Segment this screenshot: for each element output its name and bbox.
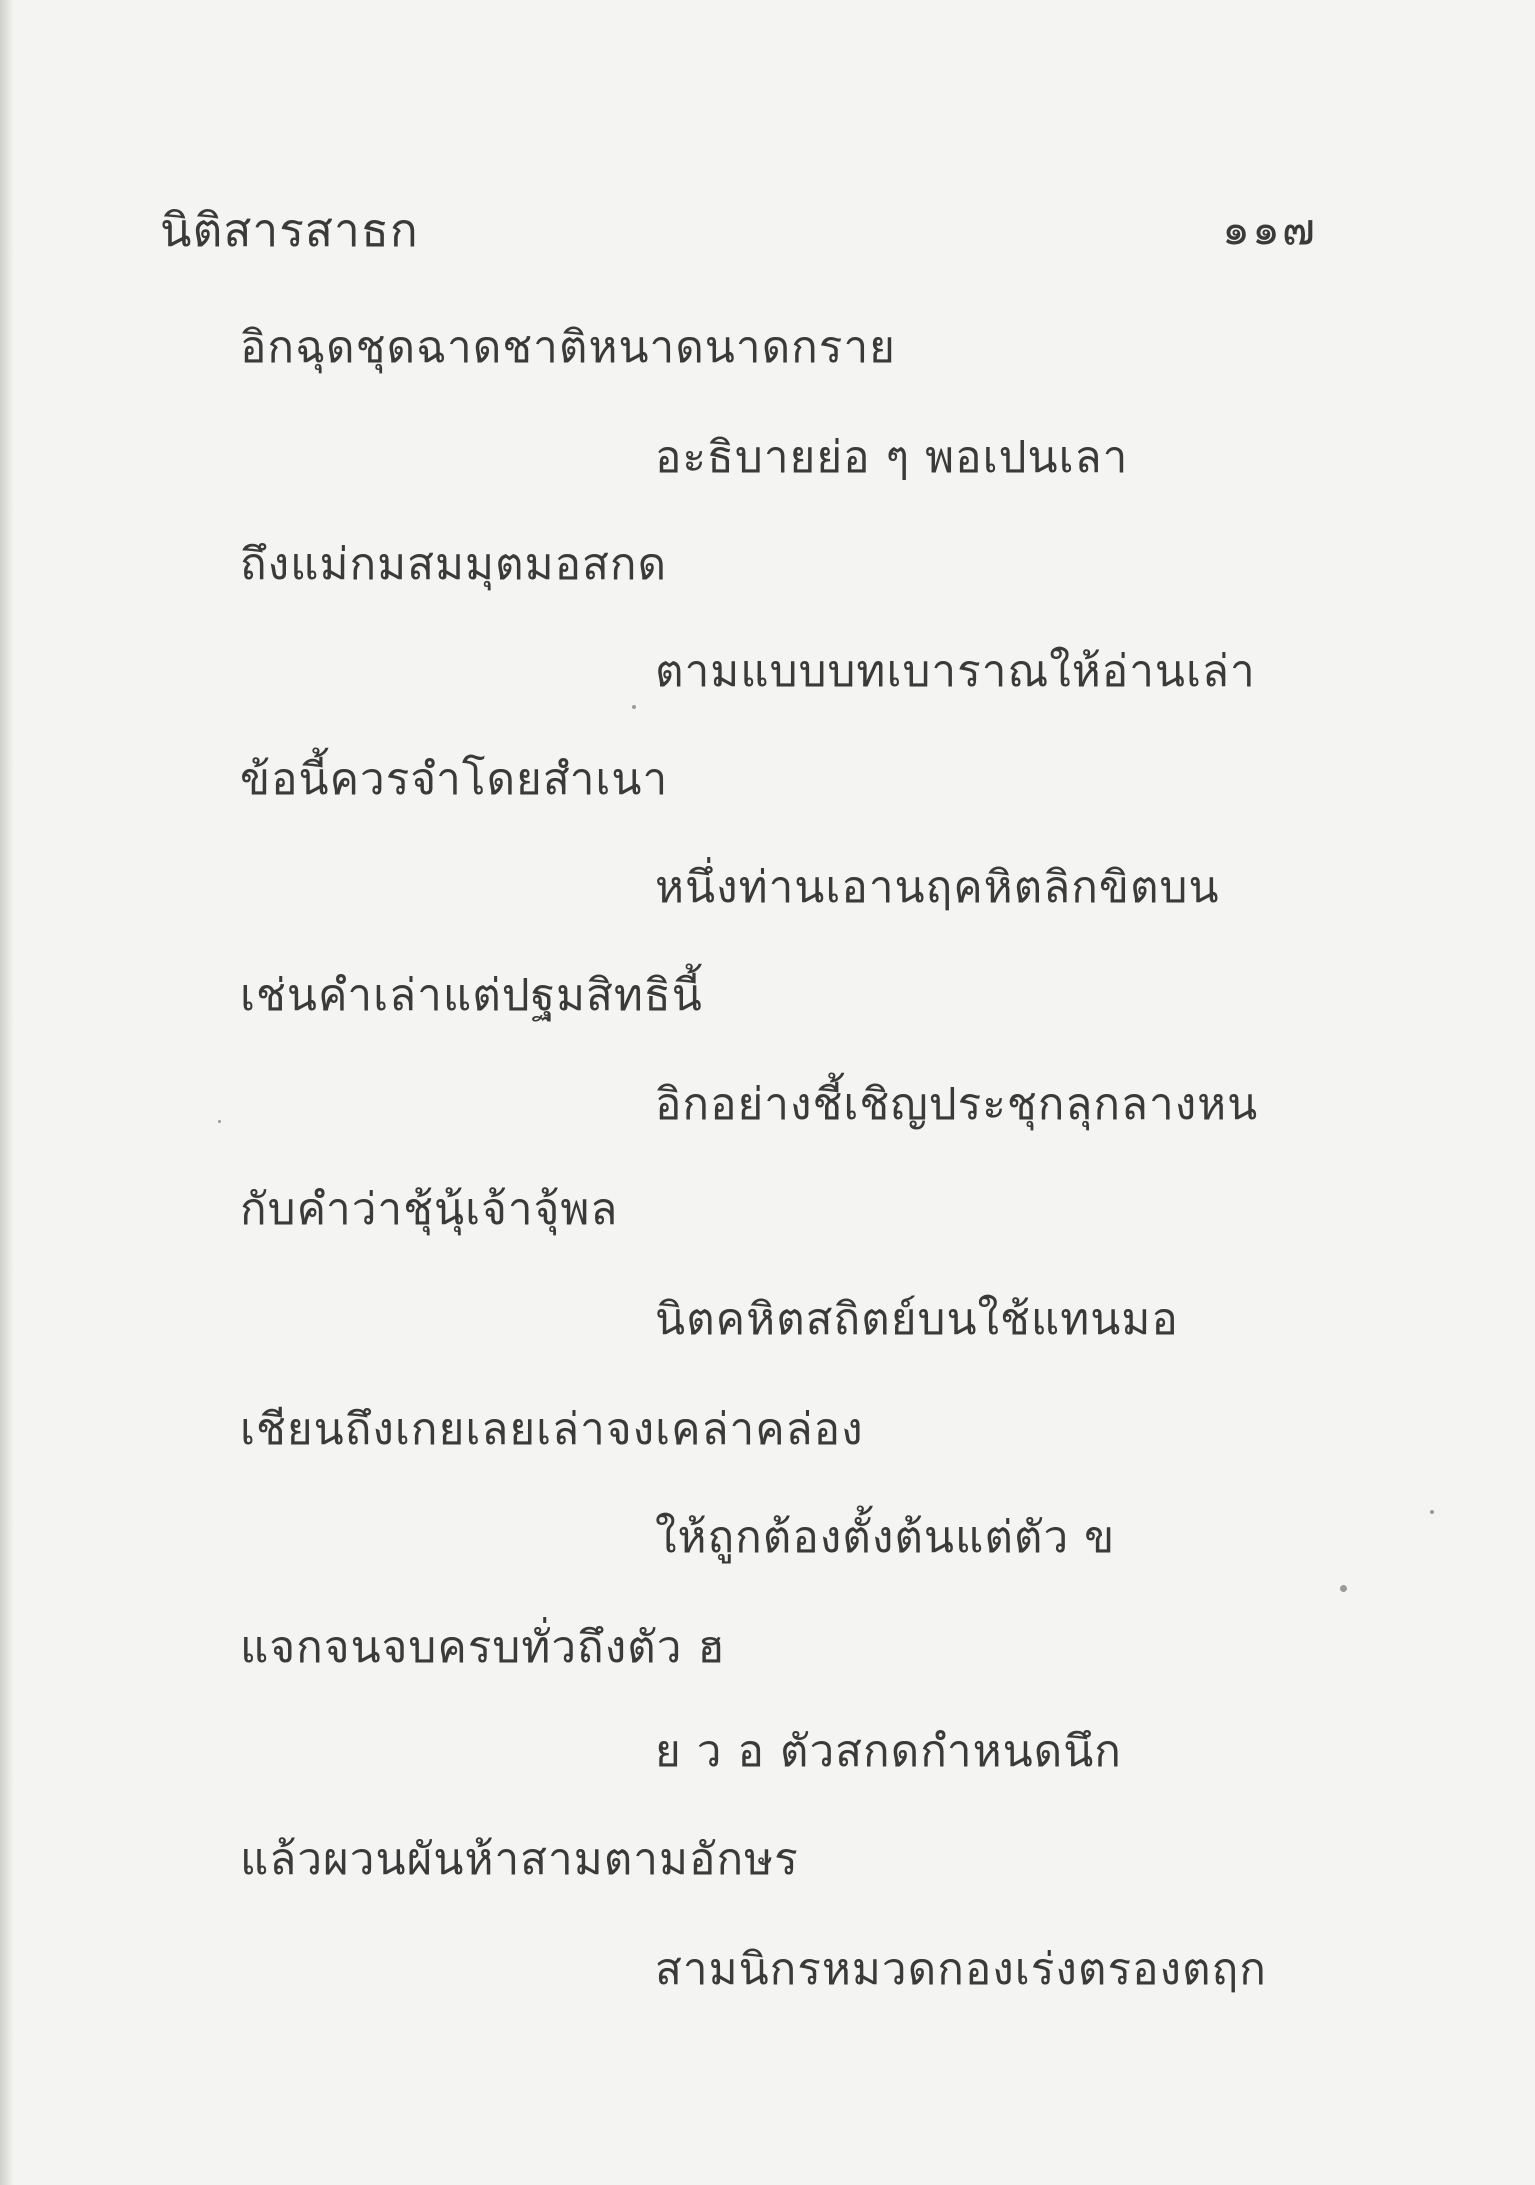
verse-line: ถึงแม่กมสมมุตมอสกด — [240, 539, 668, 590]
verse-line: เชียนถึงเกยเลยเล่าจงเคล่าคล่อง — [240, 1404, 864, 1455]
paper-speck — [1340, 1585, 1347, 1592]
verse-line: ข้อนี้ควรจำโดยสำเนา — [240, 754, 669, 805]
running-head-title: นิติสารสาธก — [160, 203, 419, 257]
verse-line: อะธิบายย่อ ๆ พอเปนเลา — [655, 432, 1129, 483]
verse-line: ย ว อ ตัวสกดกำหนดนึก — [655, 1726, 1122, 1777]
verse-line: ตามแบบบทเบาราณให้อ่านเล่า — [655, 646, 1256, 697]
verse-line: แจกจนจบครบทั่วถึงตัว ฮ — [240, 1622, 726, 1673]
verse-line: หนึ่งท่านเอานฤคหิตลิกขิตบน — [655, 862, 1220, 913]
page-edge-shadow — [0, 0, 14, 2185]
verse-line: อิกอย่างชี้เชิญประชุกลุกลางหน — [655, 1079, 1259, 1130]
page-number: ๑๑๗ — [1222, 204, 1317, 255]
verse-line: ให้ถูกต้องตั้งต้นแต่ตัว ข — [655, 1512, 1116, 1563]
paper-speck — [632, 705, 636, 709]
paper-speck — [1430, 1510, 1434, 1514]
paper-speck — [218, 1120, 221, 1123]
verse-line: เช่นคำเล่าแต่ปฐมสิทธินี้ — [240, 970, 703, 1021]
verse-line: กับคำว่าชุ้นุ้เจ้าจุ้พล — [240, 1184, 619, 1235]
verse-line: แล้วผวนผันห้าสามตามอักษร — [240, 1834, 799, 1885]
verse-line: อิกฉุดชุดฉาดชาติหนาดนาดกราย — [240, 322, 896, 373]
verse-line: นิตคหิตสถิตย์บนใช้แทนมอ — [655, 1294, 1179, 1345]
verse-line: สามนิกรหมวดกองเร่งตรองตฤก — [655, 1944, 1267, 1995]
